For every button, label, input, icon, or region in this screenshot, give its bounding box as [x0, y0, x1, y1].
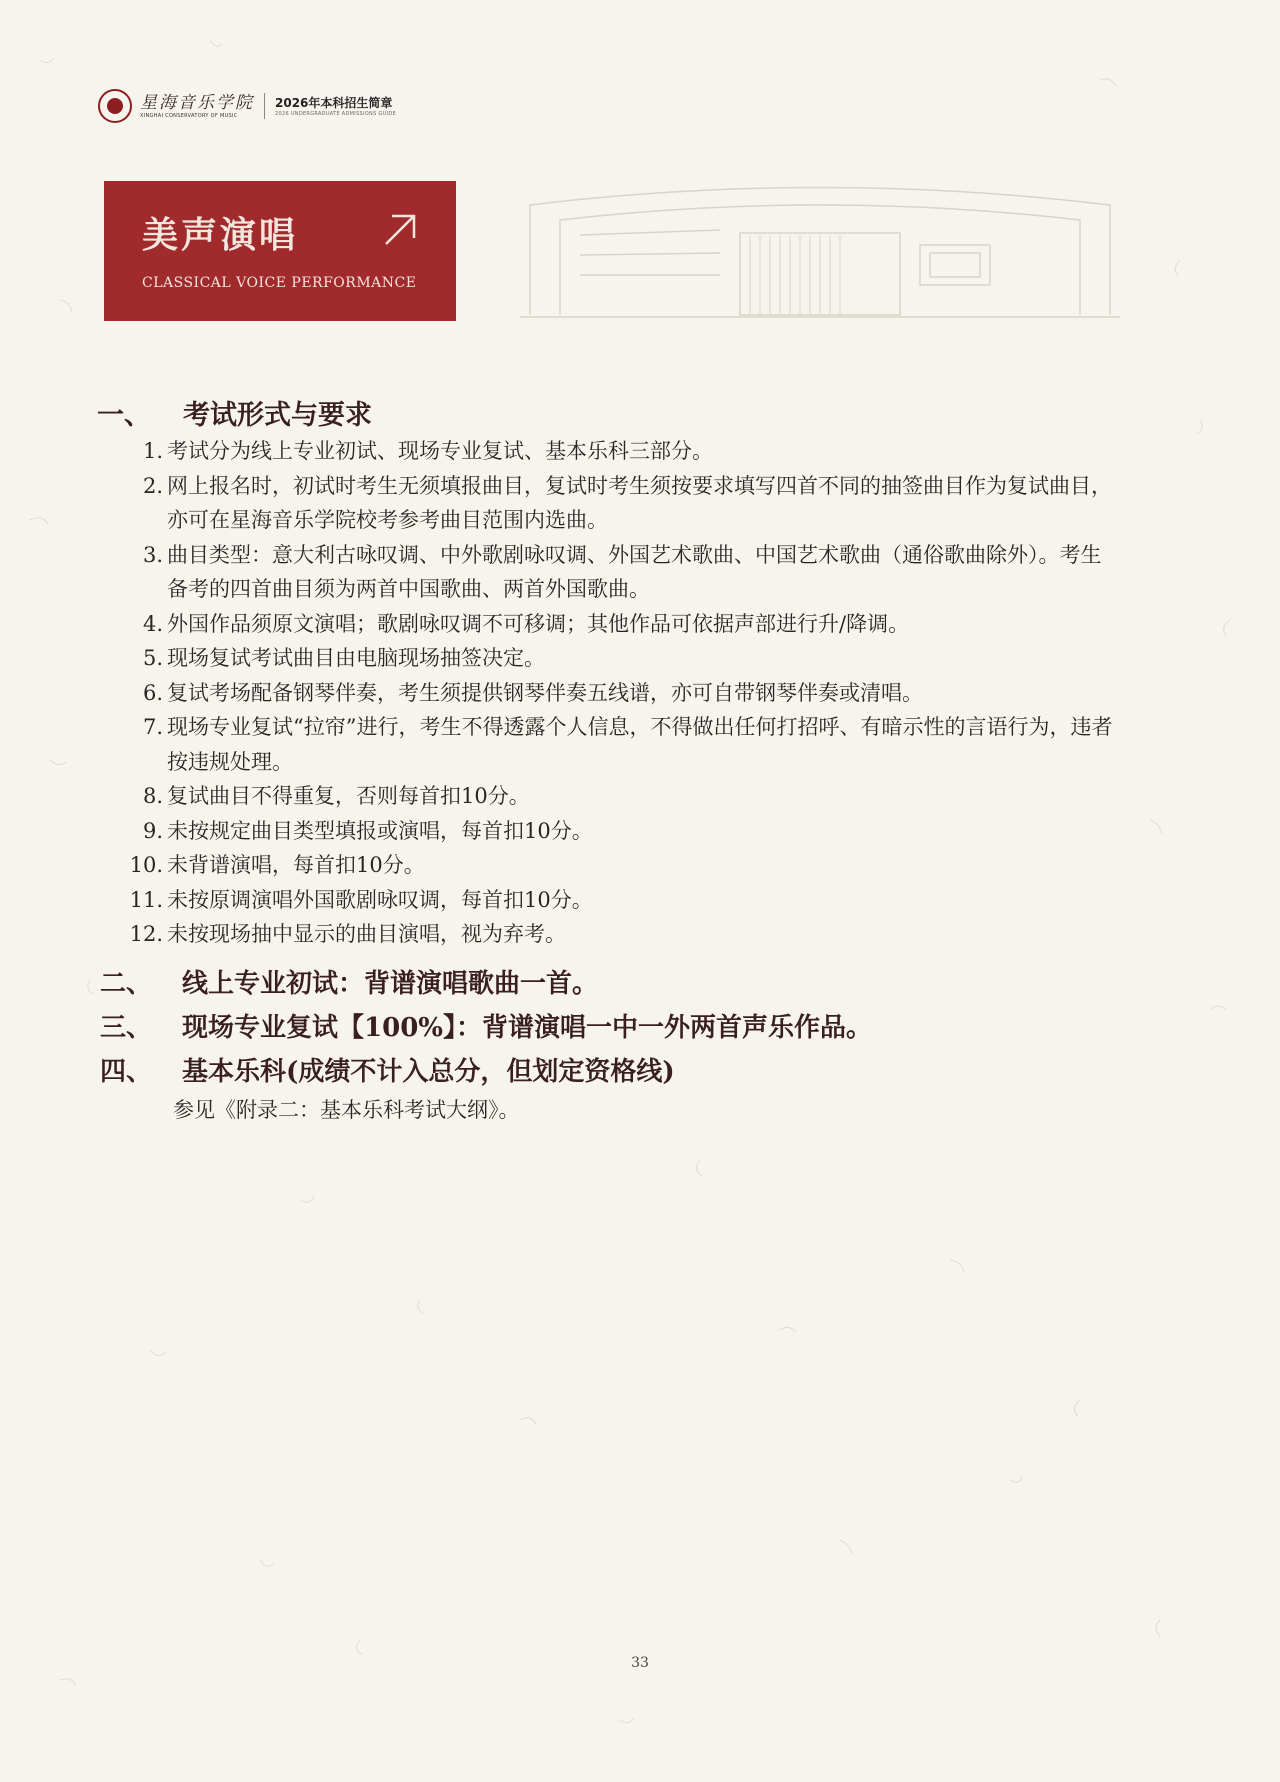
list-item	[110, 710, 1120, 779]
school-name-cn: 星海音乐学院	[140, 93, 254, 113]
list-item	[110, 848, 1120, 883]
item-number: 4.	[142, 611, 163, 636]
item-number: 12.	[129, 922, 163, 946]
banner-title-en: CLASSICAL VOICE PERFORMANCE	[142, 275, 417, 291]
item-text: 复试曲目不得重复，否则每首扣10分。	[167, 784, 530, 808]
section-heading-3	[100, 1007, 872, 1044]
page-header	[98, 86, 396, 126]
school-name-en: XINGHAI CONSERVATORY OF MUSIC	[140, 113, 238, 119]
list-item	[110, 607, 1120, 642]
item-text: 曲目类型：意大利古咏叹调、中外歌剧咏叹调、外国艺术歌曲、中国艺术歌曲（通俗歌曲除外）。考生备考的四首曲目须为两首中国歌曲、两首外国歌曲。	[167, 542, 1102, 601]
school-seal-icon	[98, 89, 132, 123]
list-item	[110, 779, 1120, 814]
item-text: 未背谱演唱，每首扣10分。	[167, 853, 425, 877]
item-text: 网上报名时，初试时考生无须填报曲目，复试时考生须按要求填写四首不同的抽签曲目作为复试曲目，亦可在星海音乐学院校考参考曲目范围内选曲。	[167, 473, 1112, 532]
title-banner	[104, 181, 456, 321]
school-name	[140, 93, 254, 119]
guide-title-cn: 2026年本科招生简章	[275, 96, 393, 110]
guide-title	[275, 95, 396, 117]
section-number: 三、	[100, 1013, 153, 1043]
item-text: 未按规定曲目类型填报或演唱，每首扣10分。	[167, 818, 593, 843]
section-title: 线上专业初试：背谱演唱歌曲一首。	[182, 969, 599, 999]
guide-title-en: 2026 UNDERGRADUATE ADMISSIONS GUIDE	[275, 111, 396, 117]
item-number: 7.	[142, 715, 163, 739]
item-text: 未按原调演唱外国歌剧咏叹调，每首扣10分。	[167, 887, 593, 912]
list-item	[110, 883, 1120, 918]
item-text: 考试分为线上专业初试、现场专业复试、基本乐科三部分。	[167, 439, 713, 463]
requirements-list	[110, 434, 1120, 952]
section-heading-2	[100, 963, 598, 1000]
list-item	[110, 434, 1120, 469]
list-item	[110, 676, 1120, 711]
item-text: 外国作品须原文演唱；歌剧咏叹调不可移调；其他作品可依据声部进行升/降调。	[167, 611, 910, 636]
item-text: 未按现场抽中显示的曲目演唱，视为弃考。	[167, 922, 566, 946]
item-number: 1.	[142, 439, 163, 463]
section-number: 四、	[100, 1057, 153, 1087]
list-item	[110, 814, 1120, 849]
item-number: 11.	[129, 887, 163, 912]
arrow-up-right-icon	[380, 210, 420, 250]
item-text: 复试考场配备钢琴伴奏，考生须提供钢琴伴奏五线谱，亦可自带钢琴伴奏或清唱。	[167, 680, 923, 705]
section-title: 现场专业复试【100%】：背谱演唱一中一外两首声乐作品。	[182, 1013, 872, 1043]
page-number: 33	[631, 1655, 649, 1671]
section-title: 基本乐科(成绩不计入总分，但划定资格线)	[182, 1057, 675, 1087]
item-number: 3.	[142, 542, 163, 567]
building-sketch-icon	[520, 175, 1120, 325]
section-number: 二、	[100, 969, 153, 999]
section-number: 一、	[97, 400, 151, 431]
item-number: 5.	[142, 646, 163, 670]
item-number: 2.	[142, 473, 163, 498]
list-item	[110, 917, 1120, 952]
item-number: 8.	[142, 784, 163, 808]
item-number: 9.	[142, 818, 163, 843]
section-heading-1	[97, 393, 372, 432]
banner-title-cn: 美声演唱	[142, 214, 299, 256]
section-title: 考试形式与要求	[183, 400, 372, 431]
list-item	[110, 641, 1120, 676]
item-text: 现场复试考试曲目由电脑现场抽签决定。	[167, 646, 545, 670]
appendix-note: 参见《附录二：基本乐科考试大纲》。	[173, 1098, 520, 1122]
list-item	[110, 469, 1120, 538]
header-divider	[264, 93, 265, 119]
list-item	[110, 538, 1120, 607]
item-number: 10.	[129, 853, 163, 877]
section-heading-4	[100, 1051, 675, 1088]
item-number: 6.	[142, 680, 163, 705]
item-text: 现场专业复试“拉帘”进行，考生不得透露个人信息，不得做出任何打招呼、有暗示性的言语行为，违者按违规处理。	[167, 715, 1113, 774]
